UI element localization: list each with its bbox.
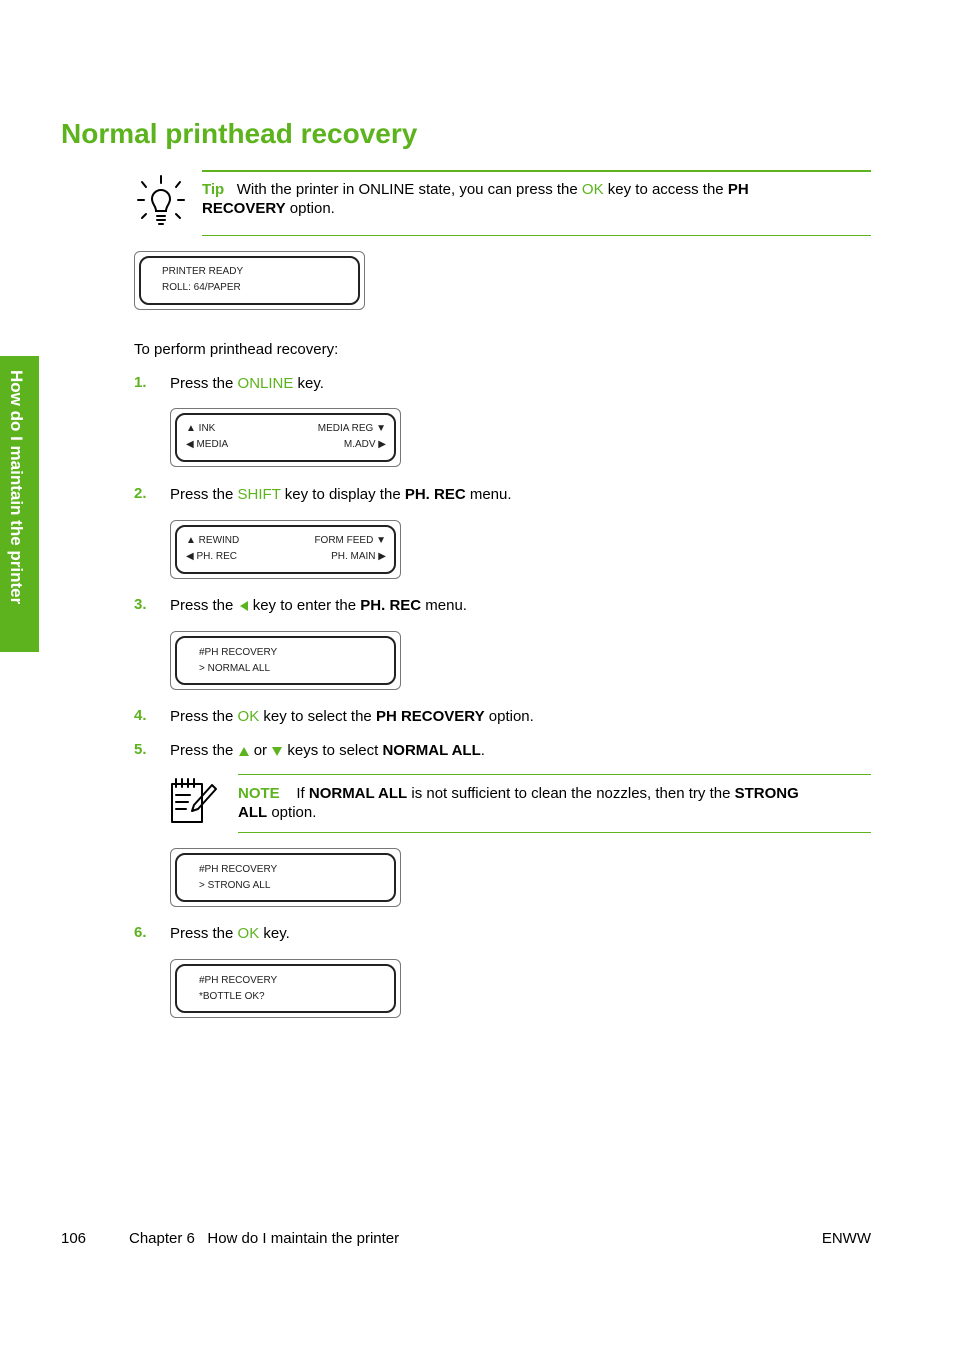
note-text bbox=[238, 784, 871, 822]
note-text-2: is not sufficient to clean the nozzles, then try the bbox=[407, 785, 735, 802]
step-number: 5. bbox=[134, 741, 147, 758]
footer-enww: ENWW bbox=[821, 1230, 871, 1247]
chapter-side-tab bbox=[0, 356, 39, 652]
step-5-pre: Press the bbox=[170, 742, 238, 759]
step-2-pre: Press the bbox=[170, 486, 238, 503]
lcd-line-1: PRINTER READY bbox=[162, 266, 244, 277]
lcd-display-initial bbox=[134, 251, 365, 310]
step-number: 4. bbox=[134, 707, 147, 724]
step-3-text bbox=[170, 596, 467, 615]
lcd-line-1: #PH RECOVERY bbox=[199, 975, 278, 986]
lcd-top-left: ▲ INK bbox=[186, 423, 216, 434]
lcd-display-step-5 bbox=[170, 848, 401, 907]
note-bold-3: ALL bbox=[238, 804, 268, 821]
step-6-text bbox=[170, 924, 290, 943]
tip-text-1: With the printer in ONLINE state, you can press the bbox=[236, 181, 582, 198]
step-6-pre: Press the bbox=[170, 925, 238, 942]
note-bottom-rule bbox=[238, 832, 871, 833]
note-label: NOTE bbox=[238, 785, 280, 802]
note-bold-2: STRONG bbox=[734, 785, 799, 802]
step-5-mid: or bbox=[249, 742, 272, 759]
step-4-bold: PH RECOVERY bbox=[375, 708, 485, 725]
lcd-bottom-left: ◀ PH. REC bbox=[186, 551, 238, 562]
step-1-post: key. bbox=[293, 375, 324, 392]
down-arrow-key-icon bbox=[271, 746, 283, 757]
tip-top-rule bbox=[202, 170, 871, 172]
step-4-pre: Press the bbox=[170, 708, 238, 725]
tip-lightbulb-icon bbox=[136, 174, 186, 228]
lcd-top-left: ▲ REWIND bbox=[186, 535, 240, 546]
step-3-bold: PH. REC bbox=[360, 597, 422, 614]
step-5-post: keys to select bbox=[283, 742, 383, 759]
tip-key-ok: OK bbox=[581, 181, 604, 198]
lcd-line-2: *BOTTLE OK? bbox=[199, 991, 265, 1002]
step-4-text bbox=[170, 707, 534, 726]
lcd-bottom-left: ◀ MEDIA bbox=[186, 439, 229, 450]
left-arrow-key-icon bbox=[238, 600, 249, 612]
tip-bold-1: PH bbox=[727, 181, 749, 198]
step-3-pre: Press the bbox=[170, 597, 238, 614]
step-5-text bbox=[170, 741, 485, 760]
footer-chapter: Chapter 6 How do I maintain the printer bbox=[129, 1230, 400, 1247]
note-top-rule bbox=[238, 774, 871, 775]
step-5-bold: NORMAL ALL bbox=[382, 742, 481, 759]
step-number: 6. bbox=[134, 924, 147, 941]
side-tab-label: How do I maintain the printer bbox=[7, 370, 26, 605]
step-number: 3. bbox=[134, 596, 147, 613]
lcd-display-step-6 bbox=[170, 959, 401, 1018]
page-number: 106 bbox=[61, 1230, 87, 1247]
lcd-line-1: #PH RECOVERY bbox=[199, 647, 278, 658]
step-4-end: option. bbox=[484, 708, 534, 725]
step-3-post: key to enter the bbox=[248, 597, 361, 614]
lcd-bottom-right: PH. MAIN ▶ bbox=[331, 551, 386, 562]
lcd-display-step-1 bbox=[170, 408, 401, 467]
up-arrow-key-icon bbox=[238, 746, 250, 757]
step-5-end: . bbox=[480, 742, 485, 759]
lcd-top-right: FORM FEED ▼ bbox=[314, 535, 386, 546]
lcd-line-2: ROLL: 64/PAPER bbox=[162, 282, 241, 293]
note-bold-1: NORMAL ALL bbox=[308, 785, 408, 802]
tip-label: Tip bbox=[202, 181, 225, 198]
step-4-post: key to select the bbox=[259, 708, 376, 725]
lcd-line-1: #PH RECOVERY bbox=[199, 864, 278, 875]
step-1-text bbox=[170, 374, 324, 393]
lcd-line-2: > STRONG ALL bbox=[199, 880, 271, 891]
tip-text bbox=[202, 180, 871, 218]
lcd-top-right: MEDIA REG ▼ bbox=[317, 423, 386, 434]
step-1-pre: Press the bbox=[170, 375, 238, 392]
intro-text: To perform printhead recovery: bbox=[134, 341, 339, 358]
online-key-label: ONLINE bbox=[237, 375, 294, 392]
tip-bottom-rule bbox=[202, 235, 871, 236]
lcd-bottom-right: M.ADV ▶ bbox=[343, 439, 386, 450]
note-text-1: If bbox=[296, 785, 309, 802]
tip-bold-2: RECOVERY bbox=[202, 200, 286, 217]
ok-key-label: OK bbox=[237, 708, 260, 725]
step-2-end: menu. bbox=[465, 486, 512, 503]
shift-key-label: SHIFT bbox=[237, 486, 281, 503]
note-text-3: option. bbox=[267, 804, 317, 821]
tip-text-3: option. bbox=[285, 200, 335, 217]
step-2-post: key to display the bbox=[280, 486, 405, 503]
ok-key-label: OK bbox=[237, 925, 260, 942]
step-2-bold: PH. REC bbox=[404, 486, 466, 503]
lcd-line-2: > NORMAL ALL bbox=[199, 663, 271, 674]
step-number: 1. bbox=[134, 374, 147, 391]
step-number: 2. bbox=[134, 485, 147, 502]
lcd-display-step-2 bbox=[170, 520, 401, 579]
note-pad-icon bbox=[168, 777, 218, 825]
step-6-post: key. bbox=[259, 925, 290, 942]
step-2-text bbox=[170, 485, 512, 504]
tip-text-2: key to access the bbox=[603, 181, 728, 198]
page-title: Normal printhead recovery bbox=[61, 118, 418, 149]
step-3-end: menu. bbox=[421, 597, 467, 614]
lcd-display-step-3 bbox=[170, 631, 401, 690]
